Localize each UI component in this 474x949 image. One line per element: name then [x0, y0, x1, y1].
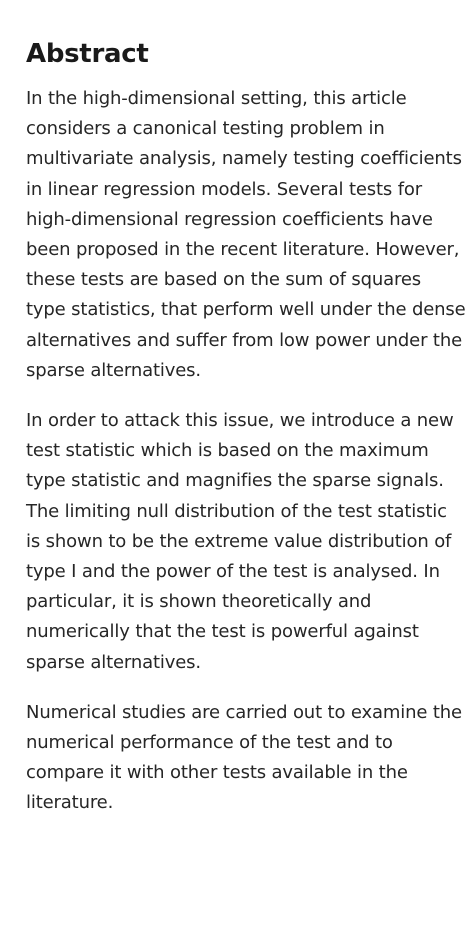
- abstract-section: [26, 36, 466, 819]
- abstract-paragraph-1: In the high-dimensional setting, this article considers a canonical testing problem in multivariate analysis, namely testing coefficients in linear regression models. Several tests for high-dimensional regression coefficients have been proposed in the recent literature. However, these tests are based on the sum of squares type statistics, that perform well under the dense alternatives and suffer from low power under the sparse alternatives.: [26, 88, 466, 381]
- abstract-heading: Abstract: [26, 39, 149, 69]
- abstract-paragraph-3: Numerical studies are carried out to examine the numerical performance of the test and to compare it with other tests available in the literature.: [26, 701, 462, 814]
- abstract-paragraph-2: In order to attack this issue, we introduce a new test statistic which is based on the maximum type statistic and magnifies the sparse signals. The limiting null distribution of the test statistic is shown to be the extreme value distribution of type I and the power of the test is analysed. In particular, it is shown theoretically and numerically that the test is powerful against sparse alternatives.: [26, 410, 454, 673]
